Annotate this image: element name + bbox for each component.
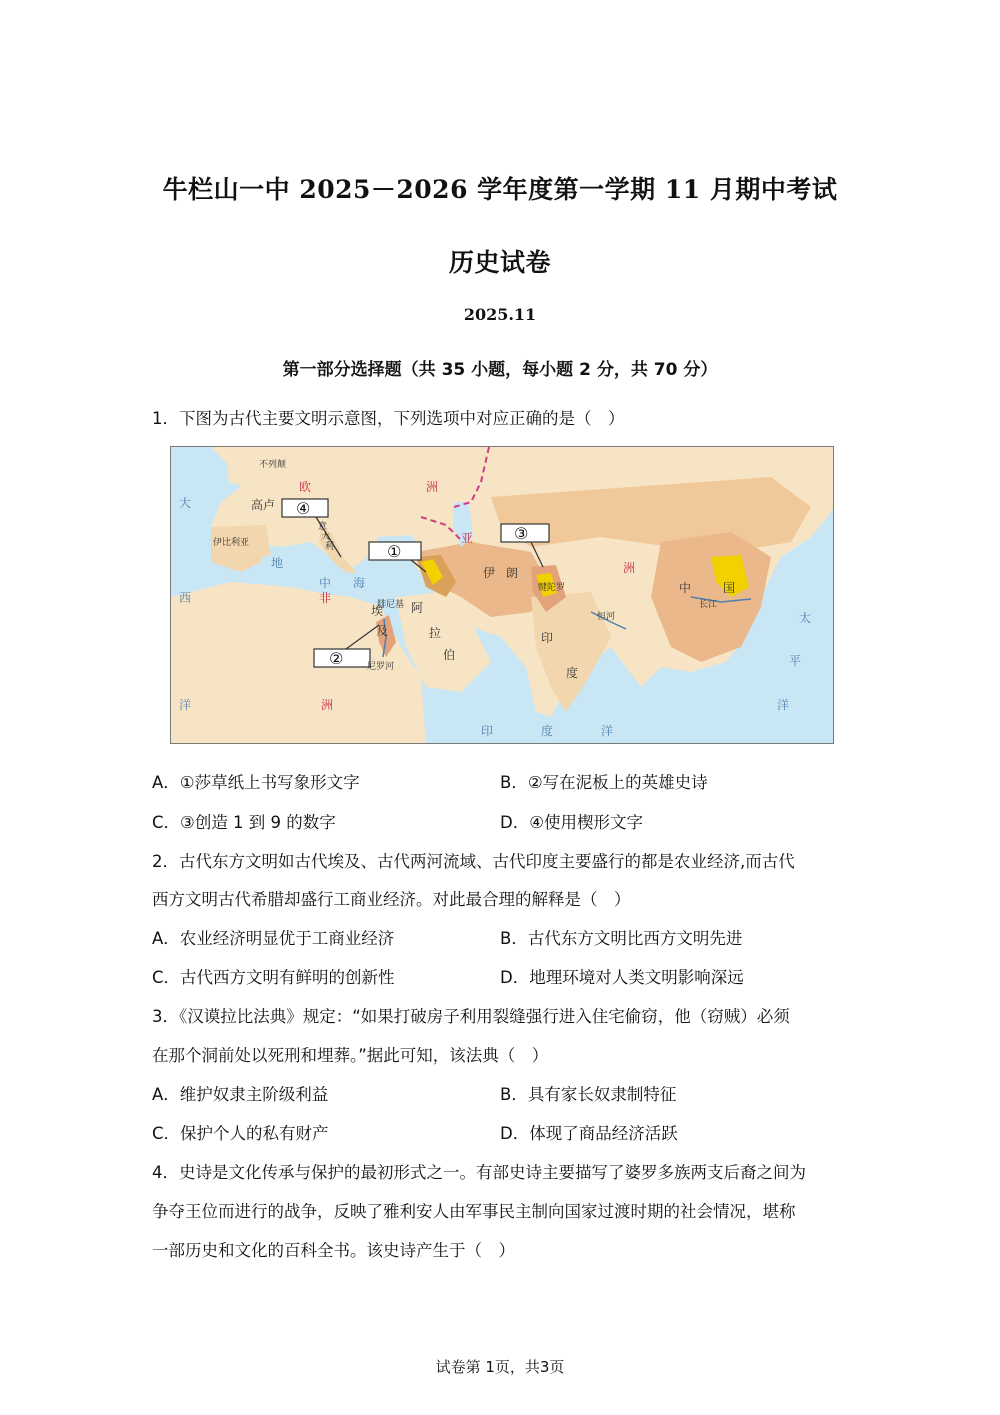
label-indian-1: 印 [481,724,494,738]
label-egypt-1: 埃 [371,604,384,618]
label-gandhara: 犍陀罗 [538,583,566,593]
ancient-civilizations-map [170,446,834,744]
page-footer: 试卷第 1页，共3页 [435,1358,565,1376]
label-india-1: 印 [541,631,554,645]
exam-date: 2025.11 [463,305,537,324]
question-2-stem-line-1: 2．古代东方文明如古代埃及、古代两河流域、古代印度主要盛行的都是农业经济,而古代 [152,852,795,871]
question-3-stem-line-2: 在那个洞前处以死刑和埋葬。”据此可知，该法典（ ） [152,1046,549,1065]
section-heading: 第一部分选择题（共 35 小题，每小题 2 分，共 70 分） [282,360,718,380]
label-med-3: 海 [353,576,366,590]
subject-title: 历史试卷 [448,248,551,277]
q1-option-b: B．②写在泥板上的英雄史诗 [500,773,708,792]
label-italy-2: 大 [321,532,331,542]
marker-2: ② [329,649,344,668]
label-china-1: 中 [679,581,692,595]
label-africa-2: 洲 [321,698,334,712]
label-arabia-3: 伯 [443,648,456,662]
marker-1: ① [387,542,402,561]
label-ganges: 恒河 [597,612,616,622]
label-pacific-3: 洋 [777,698,790,712]
q2-option-d: D．地理环境对人类文明影响深远 [500,968,744,987]
label-india-2: 度 [566,666,579,680]
q3-option-d: D．体现了商品经济活跃 [500,1124,678,1143]
marker-4: ④ [296,499,311,518]
label-africa-1: 非 [319,591,332,605]
label-arabia-1: 阿 [411,601,424,615]
label-iran-1: 伊 [483,566,496,580]
q3-option-a: A．维护奴隶主阶级利益 [152,1085,329,1104]
label-nile: 尼罗河 [367,662,395,672]
label-britain: 不列颠 [259,460,287,470]
label-indian-3: 洋 [601,724,614,738]
label-europe-2: 洲 [426,480,439,494]
label-iberia: 伊比利亚 [213,538,250,548]
q3-option-b: B．具有家长奴隶制特征 [500,1085,677,1104]
q1-option-a: A．①莎草纸上书写象形文字 [152,773,360,792]
label-atlantic-2: 西 [179,591,192,605]
label-med-2: 中 [319,576,332,590]
q1-option-d: D．④使用楔形文字 [500,813,643,832]
q2-option-a: A．农业经济明显优于工商业经济 [152,929,395,948]
q2-option-b: B．古代东方文明比西方文明先进 [500,929,743,948]
label-arabia-2: 拉 [429,626,442,640]
q1-option-c: C．③创造 1 到 9 的数字 [152,813,336,832]
label-gaul: 高卢 [251,498,276,512]
label-europe-1: 欧 [299,480,312,494]
q2-option-c: C．古代西方文明有鲜明的创新性 [152,968,395,987]
label-atlantic-1: 大 [179,496,192,510]
label-italy-3: 利 [325,542,335,552]
label-atlantic-3: 洋 [179,698,192,712]
label-med-1: 地 [271,556,284,570]
label-china-2: 国 [723,581,736,595]
label-phoenicia: 腓尼基 [377,600,405,610]
label-egypt-2: 及 [376,624,389,638]
question-4-stem-line-2: 争夺王位而进行的战争，反映了雅利安人由军事民主制向国家过渡时期的社会情况，堪称 [152,1202,796,1221]
label-pacific-2: 平 [789,654,802,668]
label-indian-2: 度 [541,724,554,738]
q3-option-c: C．保护个人的私有财产 [152,1124,329,1143]
question-4-stem-line-1: 4．史诗是文化传承与保护的最初形式之一。有部史诗主要描写了婆罗多族两支后裔之间为 [152,1163,806,1182]
label-asia-2: 洲 [623,561,636,575]
label-italy-1: 意 [318,522,328,532]
exam-title: 牛栏山一中 2025－2026 学年度第一学期 11 月期中考试 [162,175,838,204]
marker-3: ③ [514,524,529,543]
question-3-stem-line-1: 3．《汉谟拉比法典》规定：“如果打破房子利用裂缝强行进入住宅偷窃，他（窃贼）必须 [152,1007,790,1026]
label-pacific-1: 太 [799,611,812,625]
question-2-stem-line-2: 西方文明古代希腊却盛行工商业经济。对此最合理的解释是（ ） [152,890,631,909]
question-1-stem: 1．下图为古代主要文明示意图，下列选项中对应正确的是（ ） [152,409,625,428]
label-iran-2: 朗 [506,566,519,580]
label-yangtze: 长江 [699,600,718,610]
question-4-stem-line-3: 一部历史和文化的百科全书。该史诗产生于（ ） [152,1241,515,1260]
label-asia-1: 亚 [461,531,474,545]
